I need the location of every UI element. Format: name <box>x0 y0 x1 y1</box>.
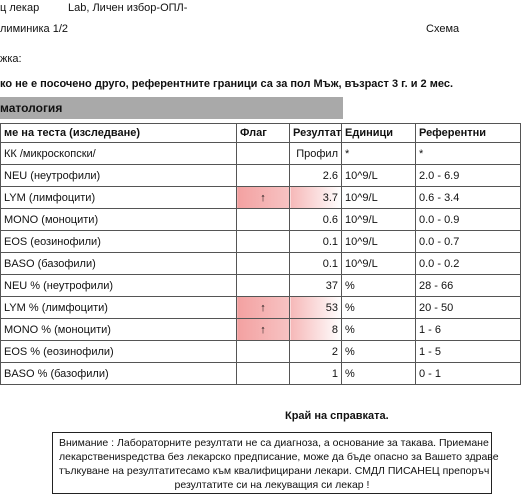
test-name: BASO % (базофили) <box>1 363 237 385</box>
results-table <box>0 123 521 385</box>
disclaimer-box <box>52 432 499 494</box>
table-row <box>1 363 521 385</box>
result-value: 0.1 <box>290 231 342 253</box>
flag-cell: ↑ <box>237 319 290 341</box>
disclaimer-line: лекарствениsредства без лекарско предписание, може да бъде опасно за Вашето здраве <box>59 451 499 463</box>
sample-label: жка: <box>0 53 22 65</box>
unit-cell: 10^9/L <box>342 231 416 253</box>
reference-range: 1 - 6 <box>416 319 521 341</box>
scheme-label: Схема <box>426 23 460 35</box>
flag-cell <box>237 253 290 275</box>
disclaimer-line: тълкуване на резултатитесамо към квалифицирани лекари. СМДЛ ПИСАНЕЦ препоръч <box>59 465 490 477</box>
flag-cell <box>237 341 290 363</box>
table-row <box>1 231 521 253</box>
reference-range: 0 - 1 <box>416 363 521 385</box>
flag-cell <box>237 275 290 297</box>
disclaimer-line: резултатите си на лекуващия си лекар ! <box>174 479 370 491</box>
reference-range: 0.0 - 0.7 <box>416 231 521 253</box>
result-value: 37 <box>290 275 342 297</box>
reference-range: 28 - 66 <box>416 275 521 297</box>
table-header-row <box>1 124 521 143</box>
reference-range: 0.6 - 3.4 <box>416 187 521 209</box>
unit-cell: 10^9/L <box>342 187 416 209</box>
col-result-header: Резултат <box>290 124 342 143</box>
flag-cell: ↑ <box>237 187 290 209</box>
unit-cell: 10^9/L <box>342 253 416 275</box>
result-value: 0.6 <box>290 209 342 231</box>
disclaimer-line: Внимание : Лабораторните резултати не са диагноза, а основание за такава. Приемане <box>59 437 489 449</box>
result-value: 3.7 <box>290 187 342 209</box>
doctor-label: ц лекар <box>0 2 40 14</box>
unit-cell: % <box>342 275 416 297</box>
test-name: LYM % (лимфоцити) <box>1 297 237 319</box>
clinic-label: лиминика 1/2 <box>0 23 69 35</box>
unit-cell: 10^9/L <box>342 209 416 231</box>
result-value: 2.6 <box>290 165 342 187</box>
test-name: КК /микроскопски/ <box>1 143 237 165</box>
flag-cell: ↑ <box>237 297 290 319</box>
test-name: EOS (еозинофили) <box>1 231 237 253</box>
reference-note: ко не е посочено друго, референтните граници са за пол Мъж, възраст 3 г. и 2 мес. <box>0 78 454 90</box>
result-value: 1 <box>290 363 342 385</box>
result-value: 8 <box>290 319 342 341</box>
unit-cell: * <box>342 143 416 165</box>
end-of-report: Край на справката. <box>285 410 389 422</box>
table-row <box>1 253 521 275</box>
result-value: Профил <box>290 143 342 165</box>
section-header <box>0 97 343 119</box>
flag-cell <box>237 363 290 385</box>
reference-range: 2.0 - 6.9 <box>416 165 521 187</box>
reference-range: 0.0 - 0.9 <box>416 209 521 231</box>
reference-range: 1 - 5 <box>416 341 521 363</box>
col-name-header: ме на теста (изследване) <box>1 124 237 143</box>
table-row <box>1 209 521 231</box>
result-value: 53 <box>290 297 342 319</box>
unit-cell: % <box>342 341 416 363</box>
test-name: MONO (моноцити) <box>1 209 237 231</box>
section-title: матология <box>0 101 63 115</box>
flag-cell <box>237 231 290 253</box>
result-value: 2 <box>290 341 342 363</box>
col-ref-header: Референтни <box>416 124 521 143</box>
table-row <box>1 297 521 319</box>
test-name: NEU (неутрофили) <box>1 165 237 187</box>
flag-cell <box>237 209 290 231</box>
result-value: 0.1 <box>290 253 342 275</box>
test-name: MONO % (моноцити) <box>1 319 237 341</box>
table-row <box>1 275 521 297</box>
reference-range: * <box>416 143 521 165</box>
unit-cell: % <box>342 319 416 341</box>
col-units-header: Единици <box>342 124 416 143</box>
table-row <box>1 165 521 187</box>
flag-cell <box>237 143 290 165</box>
test-name: LYM (лимфоцити) <box>1 187 237 209</box>
col-flag-header: Флаг <box>237 124 290 143</box>
table-row <box>1 143 521 165</box>
lab-name: Lab, Личен избор-ОПЛ- <box>68 2 188 14</box>
table-row <box>1 341 521 363</box>
unit-cell: 10^9/L <box>342 165 416 187</box>
table-row <box>1 187 521 209</box>
flag-cell <box>237 165 290 187</box>
unit-cell: % <box>342 297 416 319</box>
test-name: BASO (базофили) <box>1 253 237 275</box>
test-name: NEU % (неутрофили) <box>1 275 237 297</box>
reference-range: 20 - 50 <box>416 297 521 319</box>
reference-range: 0.0 - 0.2 <box>416 253 521 275</box>
test-name: EOS % (еозинофили) <box>1 341 237 363</box>
unit-cell: % <box>342 363 416 385</box>
table-row <box>1 319 521 341</box>
